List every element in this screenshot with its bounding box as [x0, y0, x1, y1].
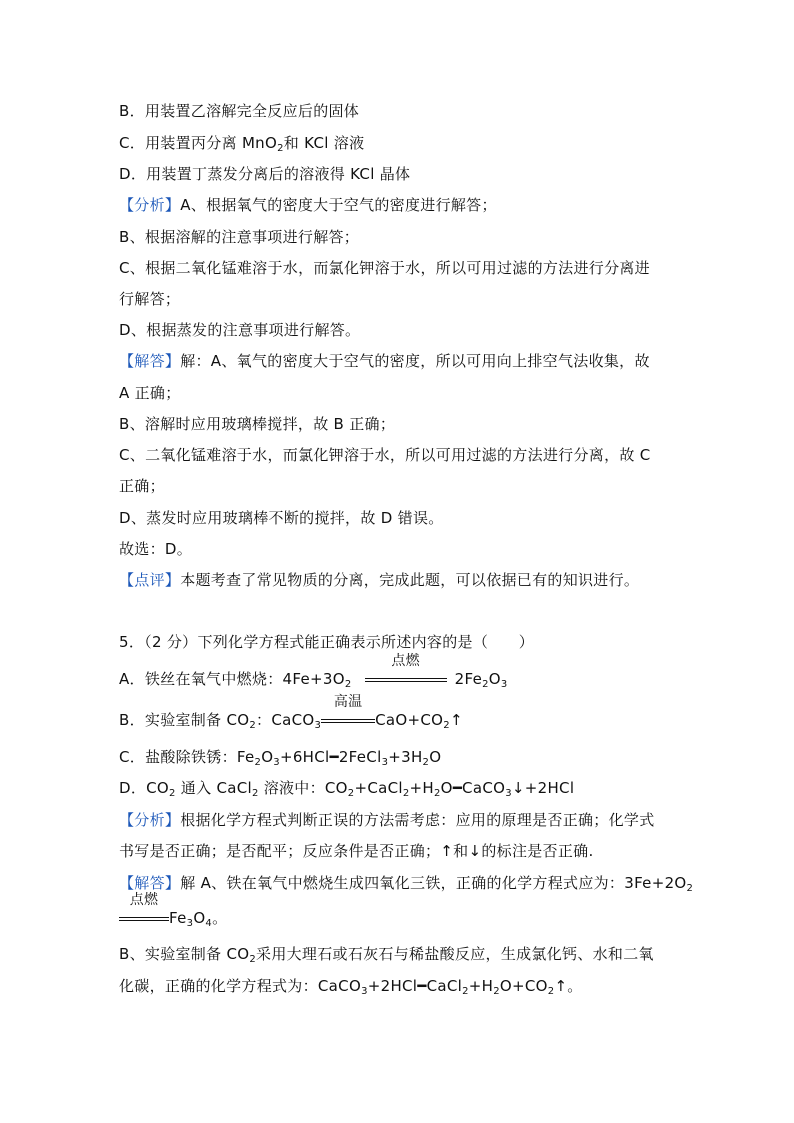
analysis-tag: 【分析】: [119, 196, 181, 214]
option-b-line: B．用装置乙溶解完全反应后的固体: [119, 102, 360, 120]
question-5-option-a: A．铁丝在氧气中燃烧：$4Fe+3O_2$ 点燃 $2Fe_2O_3$: [119, 653, 508, 690]
solution-line-3: B、溶解时应用玻璃棒搅拌，故 B 正确；: [119, 415, 396, 433]
analysis-line-2: B、根据溶解的注意事项进行解答；: [119, 228, 360, 246]
comment-line: 【点评】本题考查了常见物质的分离，完成此题，可以依据已有的知识进行。: [119, 571, 640, 589]
analysis-line-4: 行解答；: [119, 290, 181, 308]
solution-line-2: A 正确；: [119, 384, 181, 402]
q5-analysis-line-2: 书写是否正确；是否配平；反应条件是否正确；↑和↓的标注是否正确.: [119, 842, 594, 860]
analysis-tag-2: 【分析】: [119, 811, 181, 829]
q5-analysis-line-1: 【分析】根据化学方程式判断正误的方法需考虑：应用的原理是否正确；化学式: [119, 811, 655, 829]
comment-tag: 【点评】: [119, 571, 181, 589]
answer-line: 故选：D。: [119, 540, 193, 558]
question-5-stem: 5．（2 分）下列化学方程式能正确表示所述内容的是（ ）: [119, 633, 535, 651]
q5-solution-line-4: 化碳，正确的化学方程式为：$CaCO_3+2HCl━CaCl_2+H_2O+CO_2↑$。: [119, 977, 583, 997]
question-5-option-c: C．盐酸除铁锈：$Fe_2O_3+6HCl━2FeCl_3+3H_2O$: [119, 748, 442, 768]
option-d-line: D．用装置丁蒸发分离后的溶液得 KCl 晶体: [119, 165, 411, 183]
analysis-line-3: C、根据二氧化锰难溶于水，而氯化钾溶于水，所以可用过滤的方法进行分离进: [119, 259, 650, 277]
condition-ignite: 点燃: [365, 669, 447, 689]
option-c-line: C．用装置丙分离 MnO$_2$和 KCl 溶液: [119, 134, 365, 154]
solution-tag-2: 【解答】: [119, 874, 181, 892]
solution-line-6: D、蒸发时应用玻璃棒不断的搅拌，故 D 错误。: [119, 509, 444, 527]
condition-ignite-2: 点燃: [119, 908, 169, 928]
q5-solution-line-2: 点燃 $Fe_3O_4$。: [119, 908, 227, 928]
analysis-line-5: D、根据蒸发的注意事项进行解答。: [119, 321, 361, 339]
condition-high-temp: 高温: [321, 710, 375, 730]
solution-line-5: 正确；: [119, 477, 165, 495]
solution-tag: 【解答】: [119, 352, 181, 370]
q5-solution-line-1: 【解答】解 A、铁在氧气中燃烧生成四氧化三铁，正确的化学方程式应为：$3Fe+2O_2$: [119, 874, 694, 894]
solution-line-4: C、二氧化锰难溶于水，而氯化钾溶于水，所以可用过滤的方法进行分离，故 C: [119, 446, 651, 464]
question-5-option-d: D．$CO_2$ 通入 CaCl$_2$ 溶液中：$CO_2+CaCl_2+H_2O━CaCO_3↓+2HCl$: [119, 779, 575, 799]
solution-line-1: 【解答】解：A、氧气的密度大于空气的密度，所以可用向上排空气法收集，故: [119, 352, 650, 370]
analysis-line-1: 【分析】A、根据氧气的密度大于空气的密度进行解答；: [119, 196, 497, 214]
q5-solution-line-3: B、实验室制备 $CO_2$采用大理石或石灰石与稀盐酸反应，生成氯化钙、水和二氧: [119, 945, 654, 965]
question-5-option-b: B．实验室制备 $CO_2$：CaCO$_3$ 高温 $CaO+CO_2↑$: [119, 694, 463, 731]
